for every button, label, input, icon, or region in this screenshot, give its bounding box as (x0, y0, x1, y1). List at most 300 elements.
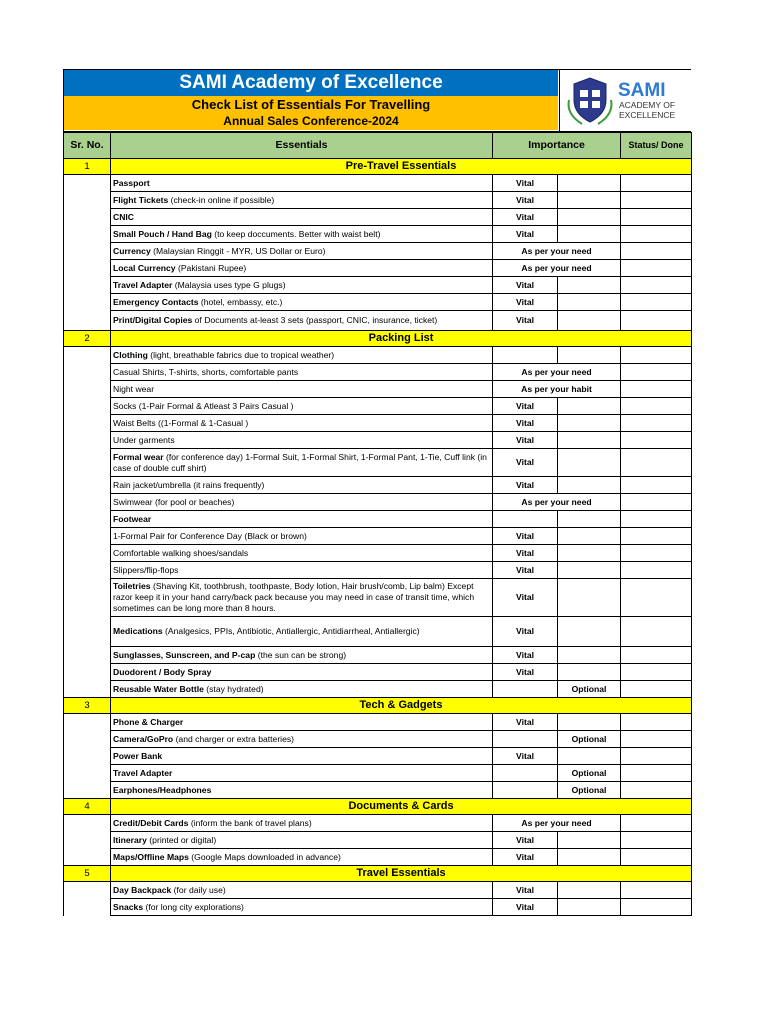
sr-cell (64, 882, 111, 899)
status-checkbox-cell[interactable] (621, 432, 692, 449)
checklist-sheet (63, 69, 691, 916)
sr-cell (64, 782, 111, 799)
status-checkbox-cell[interactable] (621, 579, 692, 617)
sr-cell (64, 364, 111, 381)
table-row (64, 714, 692, 731)
sr-cell (64, 765, 111, 782)
status-checkbox-cell[interactable] (621, 731, 692, 748)
importance-optional-cell: Optional (558, 782, 621, 799)
importance-optional-cell: Optional (558, 681, 621, 698)
status-checkbox-cell[interactable] (621, 294, 692, 311)
essential-cell (111, 260, 493, 277)
essential-cell (111, 899, 493, 916)
essential-cell (111, 294, 493, 311)
importance-vital-cell: Vital (493, 294, 558, 311)
status-checkbox-cell[interactable] (621, 398, 692, 415)
importance-vital-cell: Vital (493, 398, 558, 415)
sr-cell (64, 294, 111, 311)
item-detail: (for long city explorations) (143, 901, 244, 912)
importance-optional-cell (558, 849, 621, 866)
essential-cell (111, 832, 493, 849)
item-name: CNIC (113, 211, 135, 222)
status-checkbox-cell[interactable] (621, 545, 692, 562)
importance-optional-cell (558, 175, 621, 192)
sr-cell (64, 748, 111, 765)
item-name: Print/Digital Copies (113, 315, 193, 325)
status-checkbox-cell[interactable] (621, 664, 692, 681)
essential-cell (111, 782, 493, 799)
table-row (64, 882, 692, 899)
essential-cell (111, 347, 493, 364)
sr-cell (64, 545, 111, 562)
importance-vital-cell: Vital (493, 528, 558, 545)
item-name: Local Currency (113, 262, 176, 273)
item-name: Toiletries (113, 581, 151, 591)
sr-cell (64, 681, 111, 698)
item-detail: (stay hydrated) (203, 683, 264, 694)
importance-optional-cell: Optional (558, 731, 621, 748)
sr-cell (64, 579, 111, 617)
col-status: Status/ Done (621, 133, 692, 159)
essential-cell (111, 226, 493, 243)
status-checkbox-cell[interactable] (621, 782, 692, 799)
table-header (64, 133, 692, 159)
essential-cell (111, 415, 493, 432)
status-checkbox-cell[interactable] (621, 175, 692, 192)
importance-vital-cell: Vital (493, 226, 558, 243)
importance-cell: As per your habit (493, 381, 621, 398)
sr-cell (64, 617, 111, 647)
table-row (64, 243, 692, 260)
importance-vital-cell: Vital (493, 832, 558, 849)
sr-cell (64, 849, 111, 866)
section-title: Travel Essentials (111, 866, 692, 882)
status-checkbox-cell[interactable] (621, 260, 692, 277)
status-checkbox-cell[interactable] (621, 209, 692, 226)
section-number: 4 (64, 799, 111, 815)
section-number: 3 (64, 698, 111, 714)
essential-cell (111, 647, 493, 664)
importance-vital-cell: Vital (493, 277, 558, 294)
table-row (64, 748, 692, 765)
essential-cell (111, 209, 493, 226)
item-name: Credit/Debit Cards (113, 817, 189, 828)
table-row (64, 294, 692, 311)
status-checkbox-cell[interactable] (621, 882, 692, 899)
status-checkbox-cell[interactable] (621, 647, 692, 664)
status-checkbox-cell[interactable] (621, 449, 692, 477)
importance-vital-cell: Vital (493, 849, 558, 866)
sr-cell (64, 477, 111, 494)
sr-cell (64, 311, 111, 331)
essential-cell (111, 748, 493, 765)
sr-cell (64, 243, 111, 260)
item-name: Itinerary (113, 834, 147, 845)
essential-cell (111, 364, 493, 381)
item-name: Earphones/Headphones (113, 784, 212, 795)
sr-cell (64, 511, 111, 528)
table-row (64, 511, 692, 528)
sr-cell (64, 664, 111, 681)
status-checkbox-cell[interactable] (621, 511, 692, 528)
item-detail: (hotel, embassy, etc.) (198, 296, 283, 307)
importance-optional-cell (558, 528, 621, 545)
essential-cell (111, 815, 493, 832)
importance-cell: As per your need (493, 494, 621, 511)
sr-cell (64, 415, 111, 432)
item-detail: Waist Belts ((1-Formal & 1-Casual ) (113, 417, 249, 428)
status-checkbox-cell[interactable] (621, 347, 692, 364)
item-detail: Under garments (113, 434, 175, 445)
section-number: 1 (64, 159, 111, 175)
essential-cell (111, 494, 493, 511)
item-detail: 1-Formal Pair for Conference Day (Black or brown) (113, 530, 307, 541)
item-detail: (Malaysia uses type G plugs) (172, 279, 286, 290)
status-checkbox-cell[interactable] (621, 528, 692, 545)
importance-vital-cell: Vital (493, 748, 558, 765)
essential-cell (111, 243, 493, 260)
item-detail: (for conference day) 1-Formal Suit, 1-Formal Shirt, 1-Formal Pant, 1-Tie, Cuff link (in case of double cuff shirt) (113, 451, 487, 473)
item-name: Emergency Contacts (113, 296, 199, 307)
table-row (64, 849, 692, 866)
essential-cell (111, 432, 493, 449)
essential-cell (111, 381, 493, 398)
sr-cell (64, 432, 111, 449)
table-row (64, 347, 692, 364)
importance-vital-cell: Vital (493, 477, 558, 494)
item-detail: (Malaysian Ringgit - MYR, US Dollar or Euro) (150, 245, 326, 256)
essential-cell (111, 449, 493, 477)
sr-cell (64, 209, 111, 226)
table-row (64, 647, 692, 664)
item-name: Travel Adapter (113, 767, 173, 778)
svg-text:ACADEMY OF: ACADEMY OF (619, 100, 676, 110)
checklist-title: Check List of Essentials For Travelling (64, 96, 558, 113)
importance-optional-cell (558, 294, 621, 311)
importance-optional-cell (558, 748, 621, 765)
sr-cell (64, 832, 111, 849)
status-checkbox-cell[interactable] (621, 226, 692, 243)
essential-cell (111, 511, 493, 528)
item-name: Travel Adapter (113, 279, 173, 290)
status-checkbox-cell[interactable] (621, 815, 692, 832)
sami-logo (559, 70, 691, 131)
sr-cell (64, 562, 111, 579)
item-name: Clothing (113, 349, 148, 360)
item-detail: (Shaving Kit, toothbrush, toothpaste, Body lotion, Hair brush/comb, Lip balm) Except razor keep it in your hand carry/back pack because you may need in case of transit time, which sometimes can be long more than 8 hours. (113, 581, 475, 613)
table-row (64, 617, 692, 647)
item-detail: Rain jacket/umbrella (it rains frequently) (113, 479, 265, 490)
essential-cell (111, 882, 493, 899)
essential-cell (111, 277, 493, 294)
importance-vital-cell: Vital (493, 664, 558, 681)
item-name: Power Bank (113, 750, 163, 761)
sr-cell (64, 398, 111, 415)
importance-optional-cell (558, 311, 621, 331)
importance-cell: As per your need (493, 364, 621, 381)
event-title: Annual Sales Conference-2024 (64, 113, 558, 130)
section-title: Documents & Cards (111, 799, 692, 815)
status-checkbox-cell[interactable] (621, 617, 692, 647)
importance-optional-cell (558, 664, 621, 681)
item-name: Formal wear (113, 451, 164, 462)
status-checkbox-cell[interactable] (621, 714, 692, 731)
item-name: Camera/GoPro (113, 733, 174, 744)
importance-optional-cell (558, 192, 621, 209)
sr-cell (64, 815, 111, 832)
item-name: Currency (113, 245, 151, 256)
essential-cell (111, 849, 493, 866)
item-name: Snacks (113, 901, 144, 912)
item-detail: of Documents at-least 3 sets (passport, CNIC, insurance, ticket) (192, 315, 438, 325)
item-detail: Comfortable walking shoes/sandals (113, 547, 249, 558)
essential-cell (111, 477, 493, 494)
table-row (64, 815, 692, 832)
table-row (64, 311, 692, 331)
importance-optional-cell (558, 449, 621, 477)
col-sr-no: Sr. No. (64, 133, 111, 159)
table-row (64, 681, 692, 698)
importance-optional-cell (558, 832, 621, 849)
item-name: Maps/Offline Maps (113, 851, 189, 862)
importance-vital-cell (493, 782, 558, 799)
essential-cell (111, 398, 493, 415)
item-name: Sunglasses, Sunscreen, and P-cap (113, 649, 256, 660)
item-detail: Slippers/flip-flops (113, 564, 179, 575)
item-name: Footwear (113, 513, 152, 524)
table-row (64, 209, 692, 226)
table-row (64, 175, 692, 192)
sr-cell (64, 899, 111, 916)
section-header (64, 159, 692, 175)
status-checkbox-cell[interactable] (621, 243, 692, 260)
sr-cell (64, 226, 111, 243)
importance-vital-cell (493, 731, 558, 748)
essential-cell (111, 664, 493, 681)
checklist-table (63, 132, 692, 916)
essential-cell (111, 311, 493, 331)
item-detail: (and charger or extra batteries) (173, 733, 295, 744)
table-row (64, 832, 692, 849)
importance-optional-cell (558, 347, 621, 364)
sr-cell (64, 381, 111, 398)
importance-vital-cell: Vital (493, 311, 558, 331)
table-row (64, 260, 692, 277)
table-row (64, 477, 692, 494)
essential-cell (111, 562, 493, 579)
item-name: Passport (113, 177, 150, 188)
item-detail: (the sun can be strong) (255, 649, 347, 660)
table-row (64, 432, 692, 449)
importance-optional-cell (558, 432, 621, 449)
sr-cell (64, 175, 111, 192)
essential-cell (111, 617, 493, 647)
importance-vital-cell: Vital (493, 209, 558, 226)
item-detail: (check-in online if possible) (168, 194, 275, 205)
importance-optional-cell (558, 277, 621, 294)
sr-cell (64, 277, 111, 294)
status-checkbox-cell[interactable] (621, 681, 692, 698)
logo-word: SAMI (618, 80, 666, 101)
col-importance: Importance (493, 133, 621, 159)
table-row (64, 415, 692, 432)
item-name: Reusable Water Bottle (113, 683, 204, 694)
status-checkbox-cell[interactable] (621, 311, 692, 331)
importance-vital-cell: Vital (493, 432, 558, 449)
importance-optional-cell (558, 477, 621, 494)
item-detail: Casual Shirts, T-shirts, shorts, comfortable pants (113, 366, 299, 377)
item-detail: (for daily use) (171, 884, 226, 895)
table-row (64, 782, 692, 799)
importance-vital-cell: Vital (493, 647, 558, 664)
importance-optional-cell (558, 882, 621, 899)
importance-cell: As per your need (493, 243, 621, 260)
status-checkbox-cell[interactable] (621, 364, 692, 381)
essential-cell (111, 545, 493, 562)
essential-cell (111, 175, 493, 192)
table-row (64, 528, 692, 545)
item-name: Small Pouch / Hand Bag (113, 228, 212, 239)
item-detail: Night wear (113, 383, 155, 394)
table-row (64, 449, 692, 477)
sr-cell (64, 528, 111, 545)
table-row (64, 381, 692, 398)
table-row (64, 277, 692, 294)
importance-cell: As per your need (493, 260, 621, 277)
item-name: Phone & Charger (113, 716, 184, 727)
status-checkbox-cell[interactable] (621, 832, 692, 849)
importance-vital-cell: Vital (493, 714, 558, 731)
sr-cell (64, 449, 111, 477)
importance-vital-cell: Vital (493, 449, 558, 477)
importance-vital-cell: Vital (493, 562, 558, 579)
table-row (64, 664, 692, 681)
table-row (64, 398, 692, 415)
importance-optional-cell (558, 209, 621, 226)
importance-optional-cell (558, 899, 621, 916)
importance-vital-cell: Vital (493, 882, 558, 899)
status-checkbox-cell[interactable] (621, 277, 692, 294)
importance-optional-cell (558, 415, 621, 432)
importance-vital-cell (493, 347, 558, 364)
sr-cell (64, 647, 111, 664)
item-detail: (inform the bank of travel plans) (188, 817, 312, 828)
importance-optional-cell (558, 545, 621, 562)
item-name: Flight Tickets (113, 194, 169, 205)
essential-cell (111, 681, 493, 698)
table-row (64, 899, 692, 916)
table-row (64, 731, 692, 748)
importance-vital-cell: Vital (493, 579, 558, 617)
importance-vital-cell: Vital (493, 545, 558, 562)
status-checkbox-cell[interactable] (621, 415, 692, 432)
importance-vital-cell: Vital (493, 899, 558, 916)
importance-optional-cell (558, 714, 621, 731)
essential-cell (111, 714, 493, 731)
importance-vital-cell (493, 511, 558, 528)
table-row (64, 579, 692, 617)
table-row (64, 494, 692, 511)
item-name: Duodorent / Body Spray (113, 666, 212, 677)
section-title: Pre-Travel Essentials (111, 159, 692, 175)
importance-vital-cell: Vital (493, 192, 558, 209)
table-row (64, 562, 692, 579)
importance-vital-cell: Vital (493, 415, 558, 432)
essential-cell (111, 731, 493, 748)
item-detail: (light, breathable fabrics due to tropical weather) (147, 349, 335, 360)
importance-optional-cell (558, 617, 621, 647)
essential-cell (111, 192, 493, 209)
section-header (64, 698, 692, 714)
svg-text:EXCELLENCE: EXCELLENCE (619, 110, 676, 120)
status-checkbox-cell[interactable] (621, 477, 692, 494)
status-checkbox-cell[interactable] (621, 899, 692, 916)
section-header (64, 331, 692, 347)
shield-crest-icon (569, 78, 612, 124)
section-title: Tech & Gadgets (111, 698, 692, 714)
importance-optional-cell (558, 226, 621, 243)
section-title: Packing List (111, 331, 692, 347)
importance-optional-cell (558, 647, 621, 664)
essential-cell (111, 765, 493, 782)
importance-vital-cell (493, 681, 558, 698)
importance-optional-cell (558, 511, 621, 528)
essential-cell (111, 579, 493, 617)
section-number: 2 (64, 331, 111, 347)
status-checkbox-cell[interactable] (621, 748, 692, 765)
section-number: 5 (64, 866, 111, 882)
status-checkbox-cell[interactable] (621, 494, 692, 511)
importance-optional-cell (558, 579, 621, 617)
status-checkbox-cell[interactable] (621, 192, 692, 209)
item-name: Day Backpack (113, 884, 172, 895)
item-detail: (Pakistani Rupee) (175, 262, 247, 273)
table-row (64, 226, 692, 243)
importance-cell: As per your need (493, 815, 621, 832)
section-header (64, 866, 692, 882)
title-block (63, 69, 691, 132)
table-row (64, 192, 692, 209)
sr-cell (64, 260, 111, 277)
table-row (64, 765, 692, 782)
item-detail: Socks (1-Pair Formal & Atleast 3 Pairs Casual ) (113, 400, 294, 411)
item-detail: (Analgesics, PPIs, Antibiotic, Antiallergic, Antidiarrheal, Antiallergic) (162, 626, 420, 636)
status-checkbox-cell[interactable] (621, 381, 692, 398)
section-header (64, 799, 692, 815)
item-detail: Swimwear (for pool or beaches) (113, 496, 235, 507)
status-checkbox-cell[interactable] (621, 849, 692, 866)
item-detail: (to keep doccuments. Better with waist belt) (211, 228, 381, 239)
item-detail: (printed or digital) (146, 834, 217, 845)
sr-cell (64, 347, 111, 364)
table-row (64, 545, 692, 562)
status-checkbox-cell[interactable] (621, 562, 692, 579)
item-detail: (Google Maps downloaded in advance) (188, 851, 341, 862)
col-essentials: Essentials (111, 133, 493, 159)
importance-vital-cell: Vital (493, 175, 558, 192)
sr-cell (64, 714, 111, 731)
sr-cell (64, 192, 111, 209)
org-title: SAMI Academy of Excellence (64, 70, 558, 96)
sr-cell (64, 494, 111, 511)
item-name: Medications (113, 626, 163, 636)
importance-vital-cell (493, 765, 558, 782)
table-row (64, 364, 692, 381)
importance-optional-cell: Optional (558, 765, 621, 782)
importance-optional-cell (558, 398, 621, 415)
importance-optional-cell (558, 562, 621, 579)
status-checkbox-cell[interactable] (621, 765, 692, 782)
